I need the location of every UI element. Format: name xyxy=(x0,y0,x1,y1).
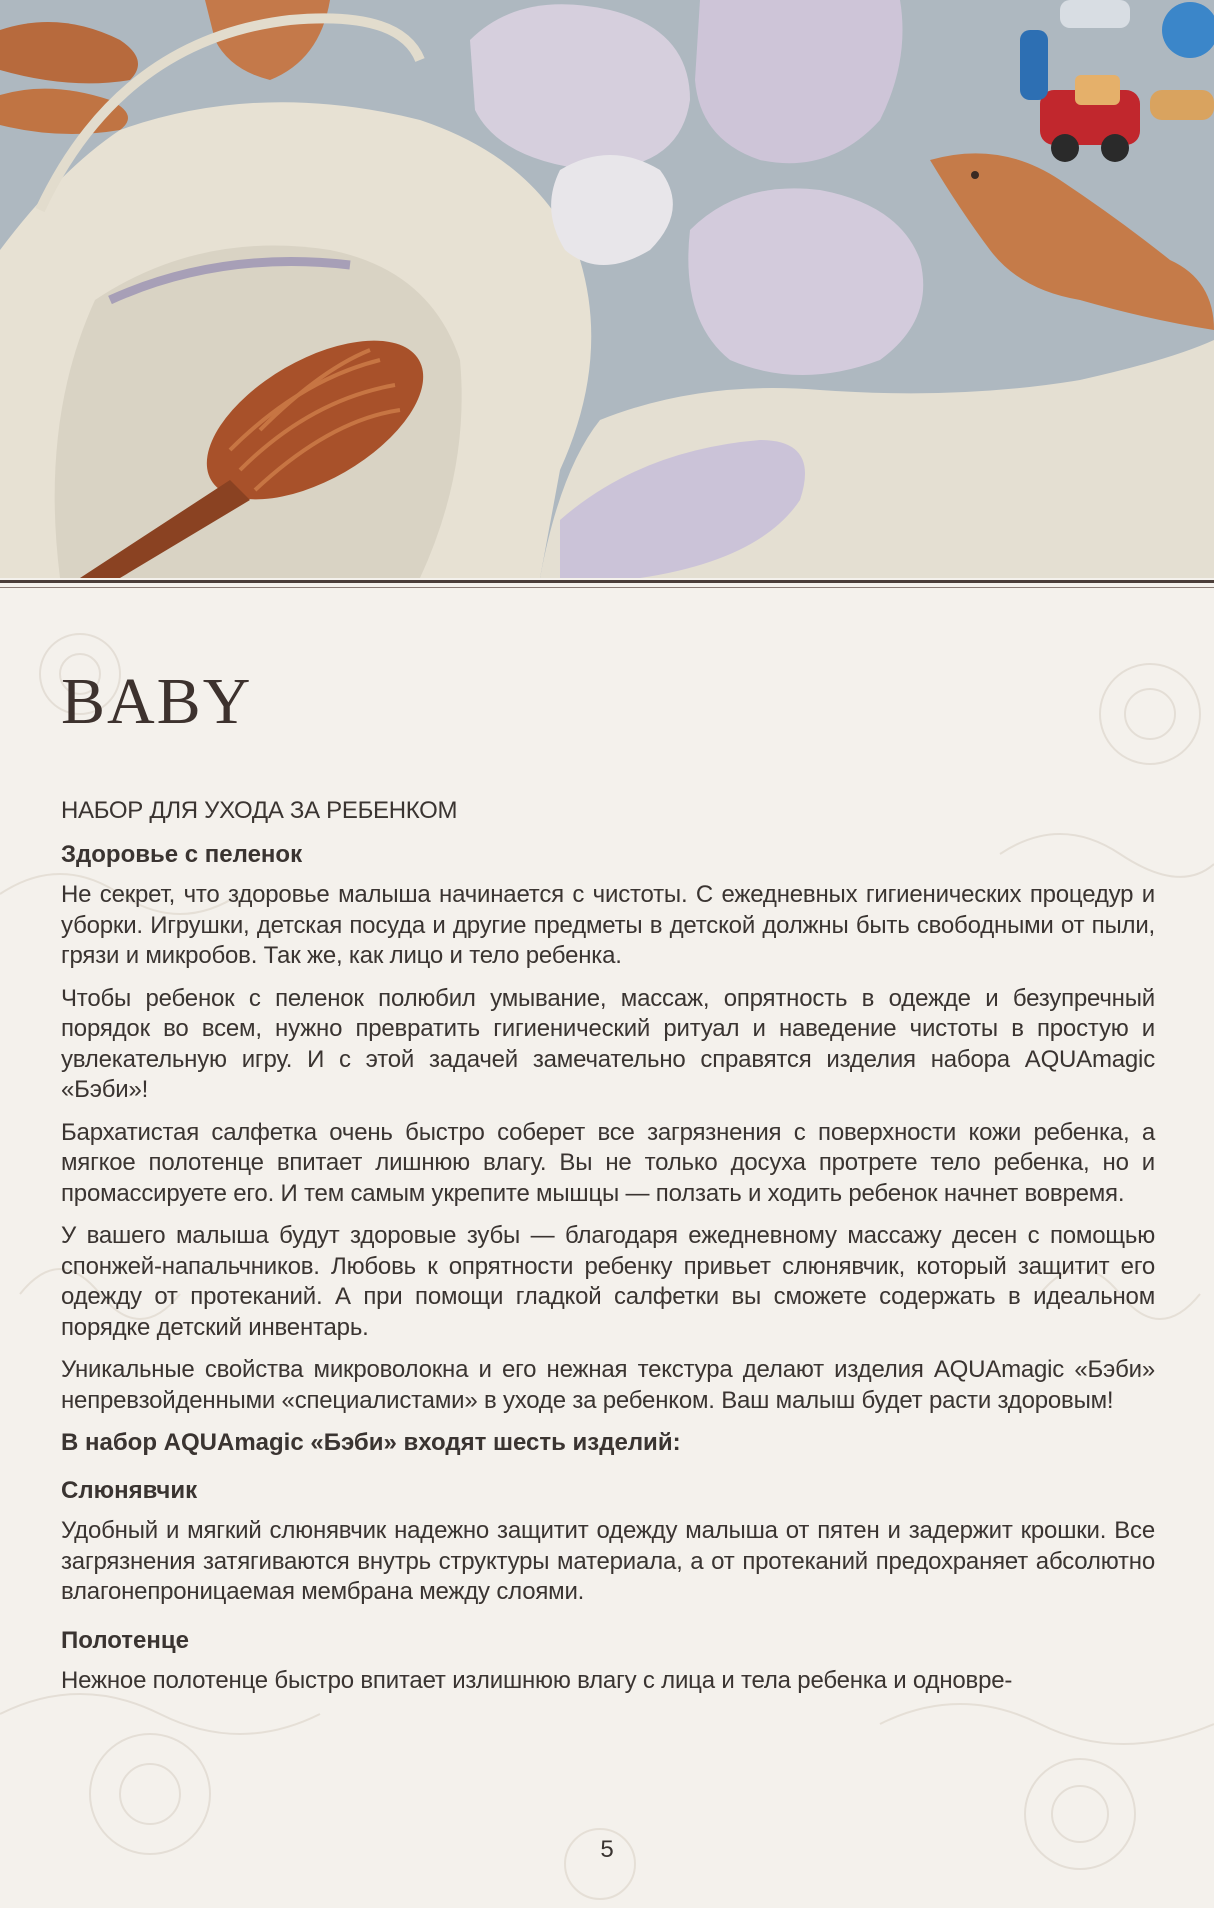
paragraph: Уникальные свойства микроволокна и его нежная текстура делают изделия AQUAmagic «Бэби» непревзойденными «специалистами» в уходе за ребенком. Ваш малыш будет расти здоровым! xyxy=(61,1356,1155,1414)
item-heading-towel: Полотенце xyxy=(61,1626,190,1654)
paragraph: Бархатистая салфетка очень быстро соберет все загрязнения с поверхности кожи ребенка, а мягкое полотенце впитает лишнюю влагу. Вы не только досуха протрете тело ребенка, но и промассируете его. И тем самым укрепите мышцы — ползать и ходить ребенок начнет вовремя. xyxy=(61,1118,1155,1207)
paragraph: Не секрет, что здоровье малыша начинается с чистоты. С ежедневных гигиенических процедур и уборки. Игрушки, детская посуда и другие предметы в детской должны быть свободными от пыли, грязи и микробов. Так же, как лицо и тело ребенка. xyxy=(61,881,1155,969)
hero-photo xyxy=(0,0,1214,578)
paragraph: Чтобы ребенок с пеленок полюбил умывание, массаж, опрятность в одежде и безупречный порядок во всем, нужно превратить гигиенический ритуал и наведение чистоты в простую и увлекательную игру. И с этой задачей замечательно справятся изделия набора AQUAmagic «Бэби»! xyxy=(61,984,1155,1103)
paragraph: У вашего малыша будут здоровые зубы — благодаря ежедневному массажу десен с помощью спонжей-напальчников. Любовь к опрятности ребенку привьет слюнявчик, который защитит его одежду от протеканий. А при помощи гладкой салфетки вы сможете содержать в идеальном порядке детский инвентарь. xyxy=(61,1222,1155,1341)
page-number: 5 xyxy=(600,1836,614,1863)
item-heading-bib: Слюнявчик xyxy=(61,1477,198,1504)
article xyxy=(61,660,1155,1708)
baby-care-photo-icon xyxy=(0,0,1214,578)
hero-divider xyxy=(0,578,1214,594)
item-text-bib: Удобный и мягкий слюнявчик надежно защитит одежду малыша от пятен и задержит крошки. Все загрязнения затягиваются внутрь структуры материала, а от протеканий предохраняет абсолютно влагонепроницаемая мембрана между слоями. xyxy=(61,1517,1155,1605)
page-title: BABY xyxy=(61,665,253,738)
item-text-towel: Нежное полотенце быстро впитает излишнюю влагу с лица и тела ребенка и одновре- xyxy=(61,1666,1013,1694)
subtitle: НАБОР ДЛЯ УХОДА ЗА РЕБЕНКОМ xyxy=(61,797,458,824)
set-heading: В набор AQUAmagic «Бэби» входят шесть изделий: xyxy=(61,1429,681,1456)
section-heading: Здоровье с пеленок xyxy=(61,841,303,868)
